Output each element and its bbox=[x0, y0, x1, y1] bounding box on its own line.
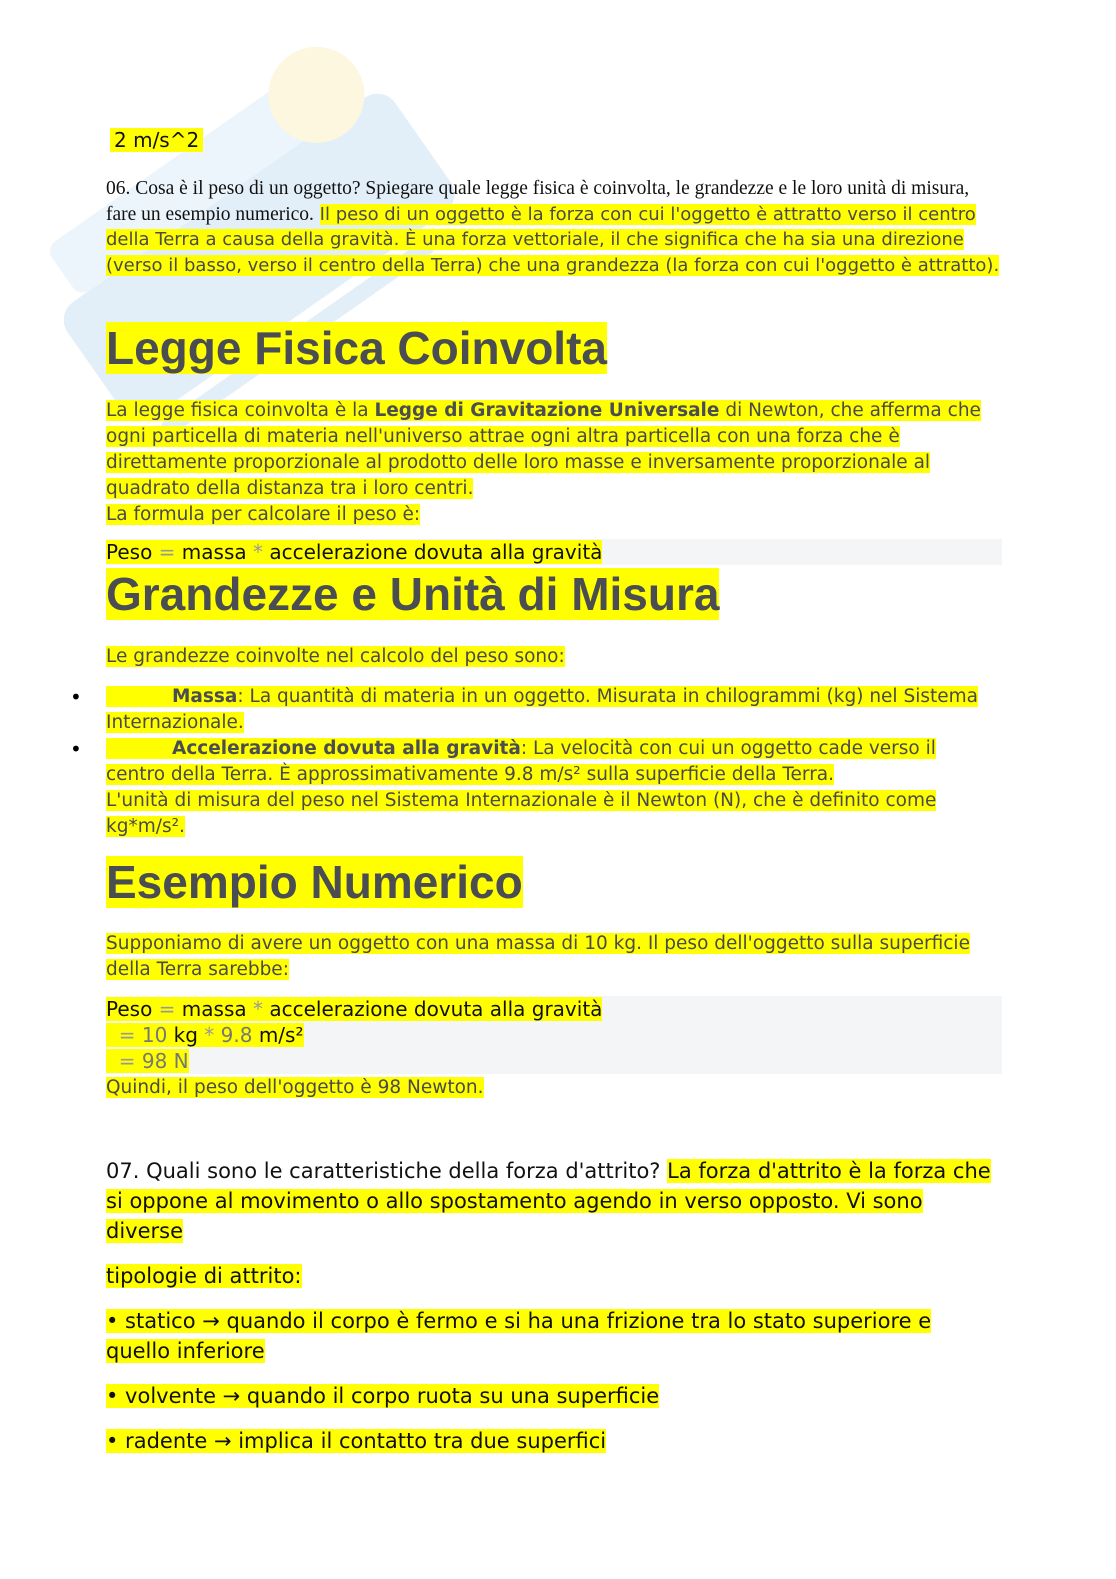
code-number: 10 bbox=[141, 1023, 168, 1047]
esempio-intro bbox=[106, 931, 986, 983]
question-06-text: 06. Cosa è il peso di un oggetto? Spiegare quale legge fisica è coinvolta, le grandezze e le loro unità di misura, fare un esempio numerico. bbox=[106, 178, 970, 225]
paragraph-text: Quindi, il peso dell'oggetto è 98 Newton. bbox=[106, 1077, 484, 1098]
paragraph-text: La legge fisica coinvolta è la bbox=[106, 400, 375, 421]
code-token: massa bbox=[181, 997, 247, 1021]
example-result bbox=[106, 1075, 986, 1101]
code-unit: m/s² bbox=[258, 1023, 304, 1047]
code-operator: * bbox=[204, 1023, 215, 1047]
paragraph-text: Supponiamo di avere un oggetto con una massa di 10 kg. Il peso dell'oggetto sulla superficie della Terra sarebbe: bbox=[106, 933, 970, 980]
paragraph-text: di Newton, che afferma che ogni particella di materia nell'universo attrae ogni altra particella con una forza che è direttamente proporzionale al prodotto delle loro masse e inversamente proporzionale al quadrato della distanza tra i loro centri. bbox=[106, 400, 981, 499]
code-number: 9.8 bbox=[220, 1023, 253, 1047]
code-unit: kg bbox=[173, 1023, 198, 1047]
list-item-text: • statico → quando il corpo è fermo e si ha una frizione tra lo stato superiore e quello inferiore bbox=[106, 1309, 932, 1363]
code-operator: * bbox=[253, 997, 263, 1021]
list-item-term: Accelerazione dovuta alla gravità bbox=[172, 738, 521, 759]
question-06-answer: Il peso di un oggetto è la forza con cui l'oggetto è attratto verso il centro della Terra a causa della gravità. È una forza vettoriale, il che significa che ha sia una direzione (verso il basso, verso il centro della Terra) che una grandezza (la forza con cui l'oggetto è attratto). bbox=[106, 203, 1000, 276]
section-legge-fisica bbox=[106, 320, 607, 376]
code-token: accelerazione dovuta alla gravità bbox=[269, 997, 603, 1021]
code-unit: N bbox=[173, 1049, 189, 1073]
section-heading: Esempio Numerico bbox=[106, 856, 523, 908]
list-item-text: • volvente → quando il corpo ruota su una superficie bbox=[106, 1384, 660, 1408]
list-item-term: Massa bbox=[172, 686, 238, 707]
section-esempio bbox=[106, 854, 523, 910]
code-token: accelerazione dovuta alla gravità bbox=[269, 540, 603, 564]
bullet-icon: • bbox=[70, 737, 82, 761]
bullet-icon: • bbox=[70, 685, 82, 709]
code-operator: = bbox=[158, 997, 176, 1021]
question-07-answer: La forza d'attrito è la forza che si oppone al movimento o allo spostamento agendo in verso opposto. Vi sono diverse bbox=[106, 1159, 991, 1243]
paragraph-text: tipologie di attrito: bbox=[106, 1264, 302, 1288]
question-06 bbox=[106, 176, 1001, 278]
list-item bbox=[70, 684, 986, 736]
code-operator: = bbox=[118, 1049, 136, 1073]
code-operator: * bbox=[253, 540, 263, 564]
code-operator: = bbox=[158, 540, 176, 564]
example-code-block bbox=[106, 996, 1002, 1074]
code-token: massa bbox=[181, 540, 247, 564]
list-item-text: • radente → implica il contatto tra due superfici bbox=[106, 1429, 607, 1453]
friction-type-item bbox=[106, 1306, 1001, 1366]
grandezze-list bbox=[70, 684, 986, 840]
list-item-text: : La quantità di materia in un oggetto. Misurata in chilogrammi (kg) nel Sistema Internazionale. bbox=[106, 686, 978, 733]
question-07-text: 07. Quali sono le caratteristiche della forza d'attrito? bbox=[106, 1159, 661, 1183]
section-grandezze bbox=[106, 566, 719, 622]
section-legge-paragraph bbox=[106, 398, 986, 528]
friction-type-item bbox=[106, 1426, 1001, 1456]
list-item bbox=[70, 736, 986, 788]
code-number: 98 bbox=[141, 1049, 168, 1073]
friction-types-label bbox=[106, 1261, 1001, 1291]
code-token: Peso bbox=[106, 997, 153, 1021]
formula-code-block bbox=[106, 539, 1002, 565]
section-heading: Grandezze e Unità di Misura bbox=[106, 568, 720, 620]
unit-note: L'unità di misura del peso nel Sistema Internazionale è il Newton (N), che è definito come kg*m/s². bbox=[106, 790, 937, 837]
list-item-text: : La velocità con cui un oggetto cade verso il centro della Terra. È approssimativamente 9.8 m/s² sulla superficie della Terra. bbox=[106, 738, 936, 785]
question-07 bbox=[106, 1156, 1001, 1246]
grandezze-intro bbox=[106, 644, 986, 670]
code-operator: = bbox=[118, 1023, 136, 1047]
section-heading: Legge Fisica Coinvolta bbox=[106, 322, 607, 374]
top-unit-fragment: 2 m/s^2 bbox=[110, 128, 203, 152]
friction-type-item bbox=[106, 1381, 1001, 1411]
code-token: Peso bbox=[106, 540, 153, 564]
paragraph-text: Le grandezze coinvolte nel calcolo del peso sono: bbox=[106, 646, 565, 667]
law-name: Legge di Gravitazione Universale bbox=[374, 400, 720, 421]
formula-intro: La formula per calcolare il peso è: bbox=[106, 504, 421, 525]
